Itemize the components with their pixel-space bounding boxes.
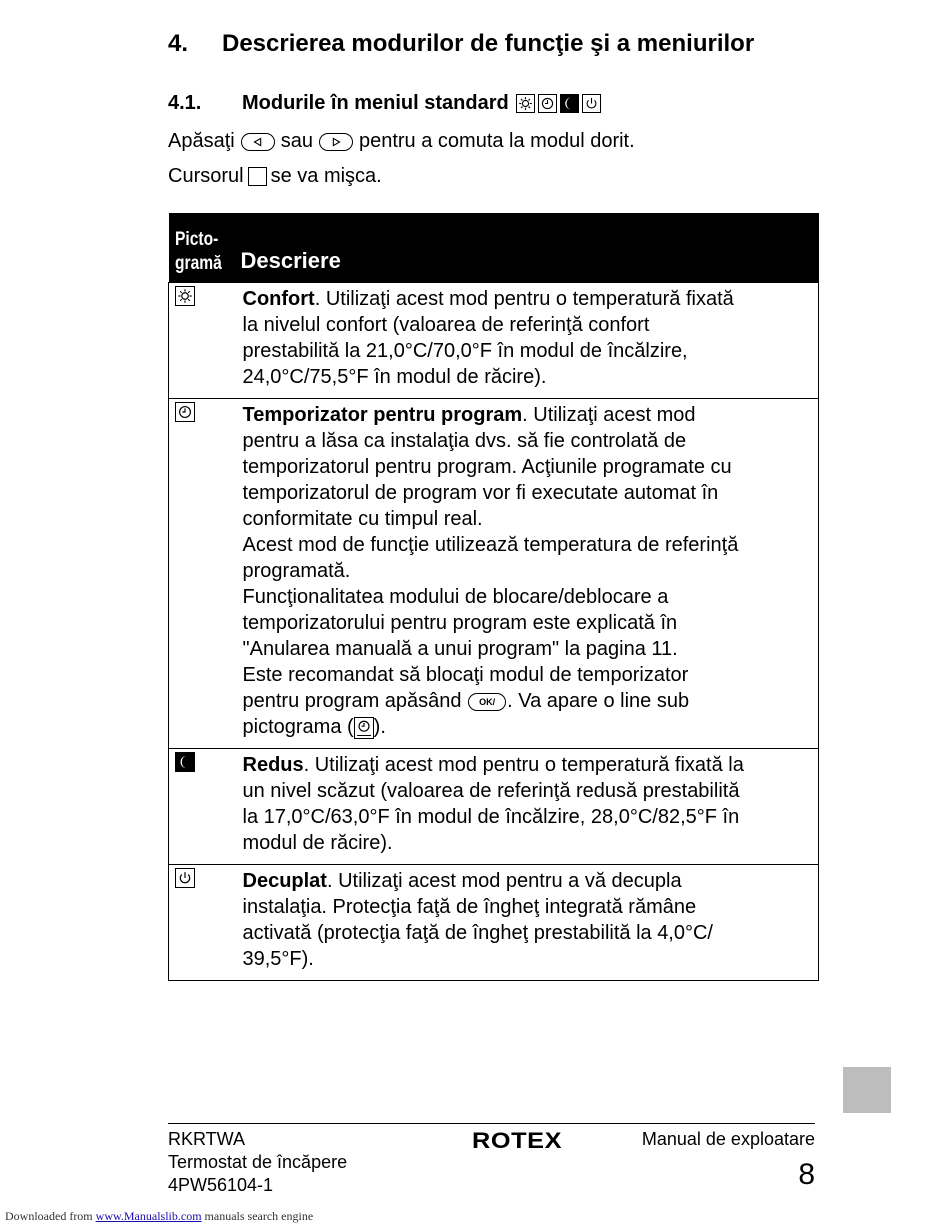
instruction-line-2 xyxy=(168,165,382,188)
mode-title: Temporizator pentru program xyxy=(242,404,523,426)
subsection-number: 4.1. xyxy=(168,92,202,114)
clock-underlined-icon xyxy=(354,717,374,739)
moon-icon xyxy=(175,752,195,772)
mode-description: Confort. Utilizaţi acest mod pentru o temperatură fixată la nivelul confort (valoarea de referinţă confort prestabilită la 21,0°C/70,0°F în modul de încălzire, 24,0°C/75,5°F în modul de răcire). xyxy=(241,283,819,399)
subsection-title: Modurile în meniul standard xyxy=(242,92,509,114)
modes-table xyxy=(168,213,819,981)
mode-title: Confort xyxy=(242,288,315,310)
section-heading xyxy=(168,30,754,58)
footer-code: 4PW56104-1 xyxy=(168,1175,274,1195)
pictogram-header: Picto- gramă xyxy=(169,213,241,283)
table-row xyxy=(169,865,819,981)
table-row xyxy=(169,749,819,865)
clock-icon xyxy=(175,402,195,422)
cursor-text: Cursorul xyxy=(168,165,244,187)
instruction-line-1 xyxy=(168,130,635,153)
power-icon xyxy=(582,94,601,113)
clock-icon xyxy=(538,94,557,113)
or-text: sau xyxy=(280,130,313,152)
page-side-tab xyxy=(843,1067,891,1113)
subsection-heading xyxy=(168,92,601,115)
ok-key-icon: OK/ xyxy=(468,693,506,711)
switch-mode-text: pentru a comuta la modul dorit. xyxy=(358,130,635,152)
press-text: Apăsaţi xyxy=(168,130,235,152)
mode-description: Decuplat. Utilizaţi acest mod pentru a vă decupla instalaţia. Protecţia faţă de îngheţ integrată rămâne activată (protecţia faţă de îngheţ prestabilită la 4,0°C/ 39,5°F). xyxy=(241,865,819,981)
manualslib-link[interactable]: www.Manualslib.com xyxy=(95,1209,202,1223)
footer-product: Termostat de încăpere xyxy=(168,1152,348,1172)
footer-manual-title: Manual de exploatare xyxy=(641,1129,815,1149)
mode-title: Decuplat xyxy=(242,870,327,892)
mode-description: Temporizator pentru program. Utilizaţi acest mod pentru a lăsa ca instalaţia dvs. să fie controlată de temporizatorul pentru program. Acţiunile programate cu temporizatorul de program vor fi executate automat în conformitate cu timpul real. Acest mod de funcţie utilizează temperatura de referinţă programată. Funcţionalitatea modului de blocare/deblocare a temporizatorului pentru program este explicată în "Anularea manuală a unui program" la pagina 11. Este recomandat să blocaţi modul de temporizator pentru program apăsând OK/ . Va apare o line sub pictograma ( ). xyxy=(241,399,819,749)
page-number: 8 xyxy=(798,1158,815,1191)
mode-description: Redus. Utilizaţi acest mod pentru o temperatură fixată la un nivel scăzut (valoarea de referinţă redusă prestabilită la 17,0°C/63,0°F în modul de încălzire, 28,0°C/82,5°F în modul de răcire). xyxy=(241,749,819,865)
section-title: Descrierea modurilor de funcţie şi a meniurilor xyxy=(222,30,755,57)
right-arrow-key-icon xyxy=(319,133,353,151)
table-header-row xyxy=(169,213,819,283)
sun-icon xyxy=(516,94,535,113)
description-header: Descriere xyxy=(241,213,819,283)
power-icon xyxy=(175,868,195,888)
left-arrow-key-icon xyxy=(241,133,275,151)
cursor-box-icon xyxy=(248,167,267,186)
table-row xyxy=(169,399,819,749)
rotex-logo: ROTEX xyxy=(472,1128,563,1153)
download-note: Downloaded from www.Manualslib.com manuals search engine xyxy=(5,1209,314,1223)
cursor-moves-text: se va mişca. xyxy=(270,165,382,187)
footer-divider xyxy=(168,1123,815,1124)
section-number: 4. xyxy=(168,30,189,57)
sun-icon xyxy=(175,286,195,306)
mode-title: Redus xyxy=(242,754,304,776)
table-row xyxy=(169,283,819,399)
footer-model: RKRTWA xyxy=(168,1129,246,1149)
moon-icon xyxy=(560,94,579,113)
